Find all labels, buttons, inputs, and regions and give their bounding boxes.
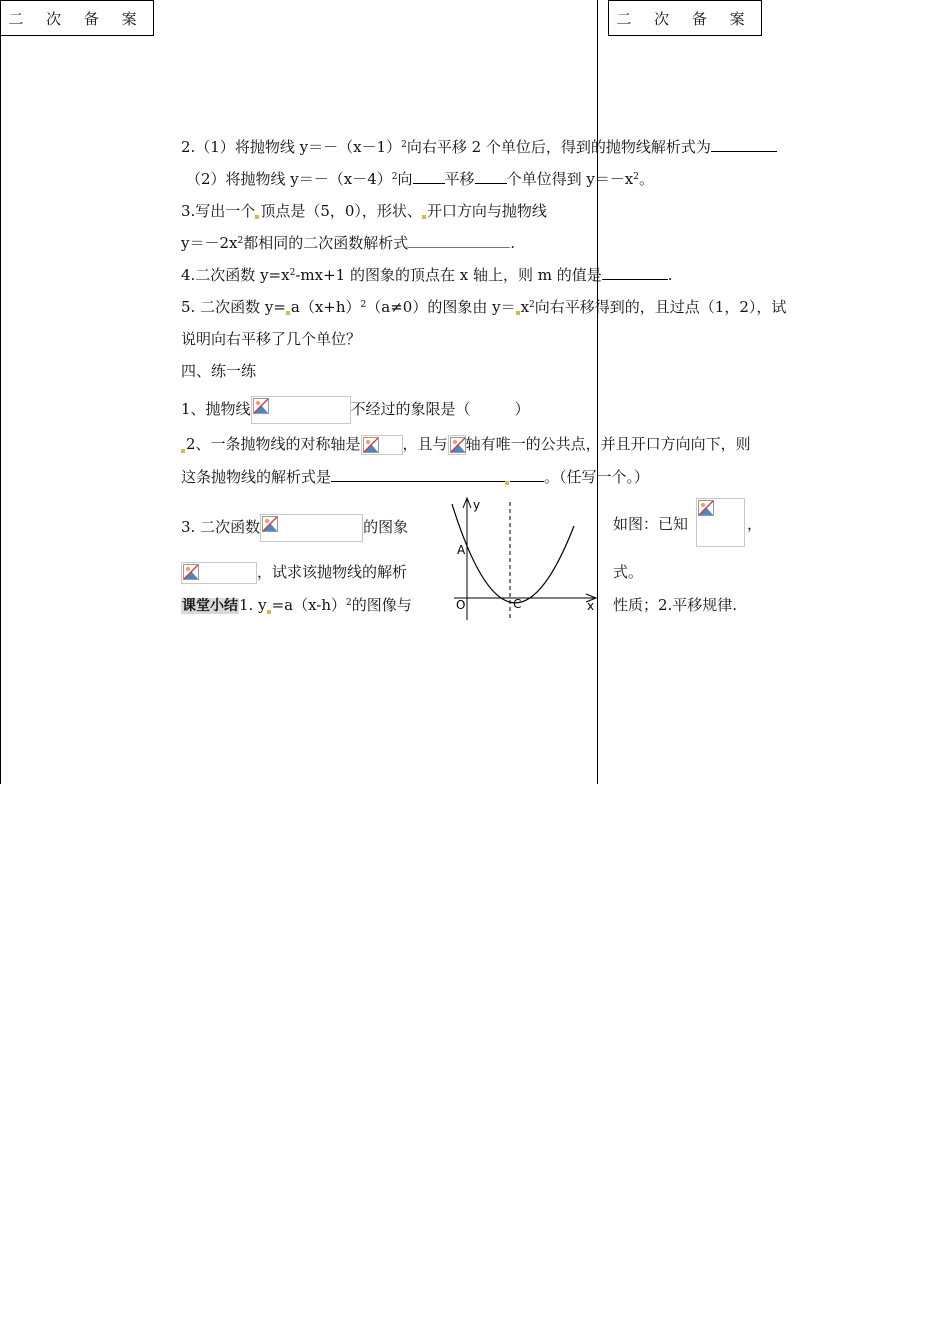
left-margin-line bbox=[0, 36, 1, 784]
units-blank[interactable] bbox=[475, 169, 507, 184]
answer-blank[interactable] bbox=[408, 233, 510, 248]
question-5-line-1: 5. 二次函数 $y= a(x+h)^2(a\ne 0)$的图象由 $y= x^2$向右平移得到的，且过点（1，2），试 bbox=[181, 298, 787, 316]
question-2-line-2: （2）将抛物线 $y=-(x-4)^2$向 平移 个单位得到 $y=-x^2$。 bbox=[186, 170, 655, 188]
practice-3-comma: ， bbox=[747, 515, 763, 533]
answer-blank[interactable] bbox=[602, 265, 668, 280]
x-axis-label: x bbox=[587, 599, 595, 613]
middle-column-line bbox=[597, 0, 598, 784]
right-header-label: 二 次 备 案 bbox=[616, 9, 754, 28]
anchor-mark bbox=[267, 610, 271, 614]
right-header-box bbox=[608, 0, 762, 36]
broken-image-icon bbox=[183, 564, 199, 580]
question-3-line-1: 3.写出一个 顶点是（5，0），形状、 开口方向与抛物线 bbox=[181, 202, 547, 220]
y-axis-label: y bbox=[473, 498, 481, 512]
anchor-mark bbox=[505, 481, 509, 485]
question-3-line-2: $y=-2x^2$都相同的二次函数解析式 . bbox=[181, 234, 516, 252]
given-condition-image bbox=[696, 498, 745, 547]
broken-image-icon bbox=[450, 437, 466, 453]
origin-label: O bbox=[456, 598, 466, 612]
answer-blank[interactable] bbox=[510, 467, 544, 482]
practice-3-line-1-left: 3. 二次函数 的图象 bbox=[181, 514, 408, 542]
practice-3-line-1-right: 如图：已知 bbox=[613, 515, 689, 533]
formula-image bbox=[251, 396, 351, 424]
answer-blank[interactable] bbox=[331, 467, 505, 482]
class-summary-right: 性质；2.平移规律. bbox=[613, 596, 738, 614]
class-summary-label: 课堂小结 bbox=[182, 598, 238, 614]
left-header-label: 二 次 备 案 bbox=[8, 9, 146, 28]
formula-image bbox=[448, 435, 466, 455]
section-4-title: 四、练一练 bbox=[181, 362, 257, 380]
question-5-line-2: 说明向右平移了几个单位？ bbox=[181, 330, 362, 348]
formula-image bbox=[361, 435, 403, 455]
anchor-mark bbox=[286, 311, 290, 315]
class-summary-left: 课堂小结1. $y =a(x-h)^2$的图像与 bbox=[182, 596, 412, 614]
broken-image-icon bbox=[262, 516, 278, 532]
anchor-mark bbox=[516, 311, 520, 315]
anchor-mark bbox=[255, 215, 259, 219]
practice-1: 1、抛物线 不经过的象限是（ ） bbox=[181, 396, 530, 424]
anchor-mark bbox=[422, 215, 426, 219]
answer-blank[interactable] bbox=[711, 137, 777, 152]
question-4: 4.二次函数 $y=x^2-mx+1$ 的图象的顶点在 x 轴上，则 m 的值是 . bbox=[181, 266, 673, 284]
practice-3-line-2-left: ，试求该抛物线的解析 bbox=[181, 562, 407, 584]
formula-image bbox=[181, 562, 257, 584]
practice-3-line-2-right: 式。 bbox=[613, 563, 644, 581]
broken-image-icon bbox=[698, 500, 714, 516]
point-a-label: A bbox=[457, 543, 466, 557]
broken-image-icon bbox=[253, 398, 269, 414]
practice-2-line-1: 2、一条抛物线的对称轴是 ，且与 轴有唯一的公共点，并且开口方向向下，则 bbox=[181, 434, 751, 455]
point-c-label: C bbox=[513, 597, 522, 611]
formula-image bbox=[260, 514, 363, 542]
broken-image-icon bbox=[363, 437, 379, 453]
practice-2-line-2: 这条抛物线的解析式是 。（任写一个。） bbox=[181, 468, 650, 486]
question-2-line-1: 2.（1）将抛物线 $y=-(x-1)^2$向右平移 2 个单位后，得到的抛物线解析式为 bbox=[181, 137, 777, 157]
parabola-graph bbox=[446, 494, 598, 620]
anchor-mark bbox=[181, 449, 185, 453]
direction-blank[interactable] bbox=[413, 169, 445, 184]
left-header-box bbox=[0, 0, 154, 36]
